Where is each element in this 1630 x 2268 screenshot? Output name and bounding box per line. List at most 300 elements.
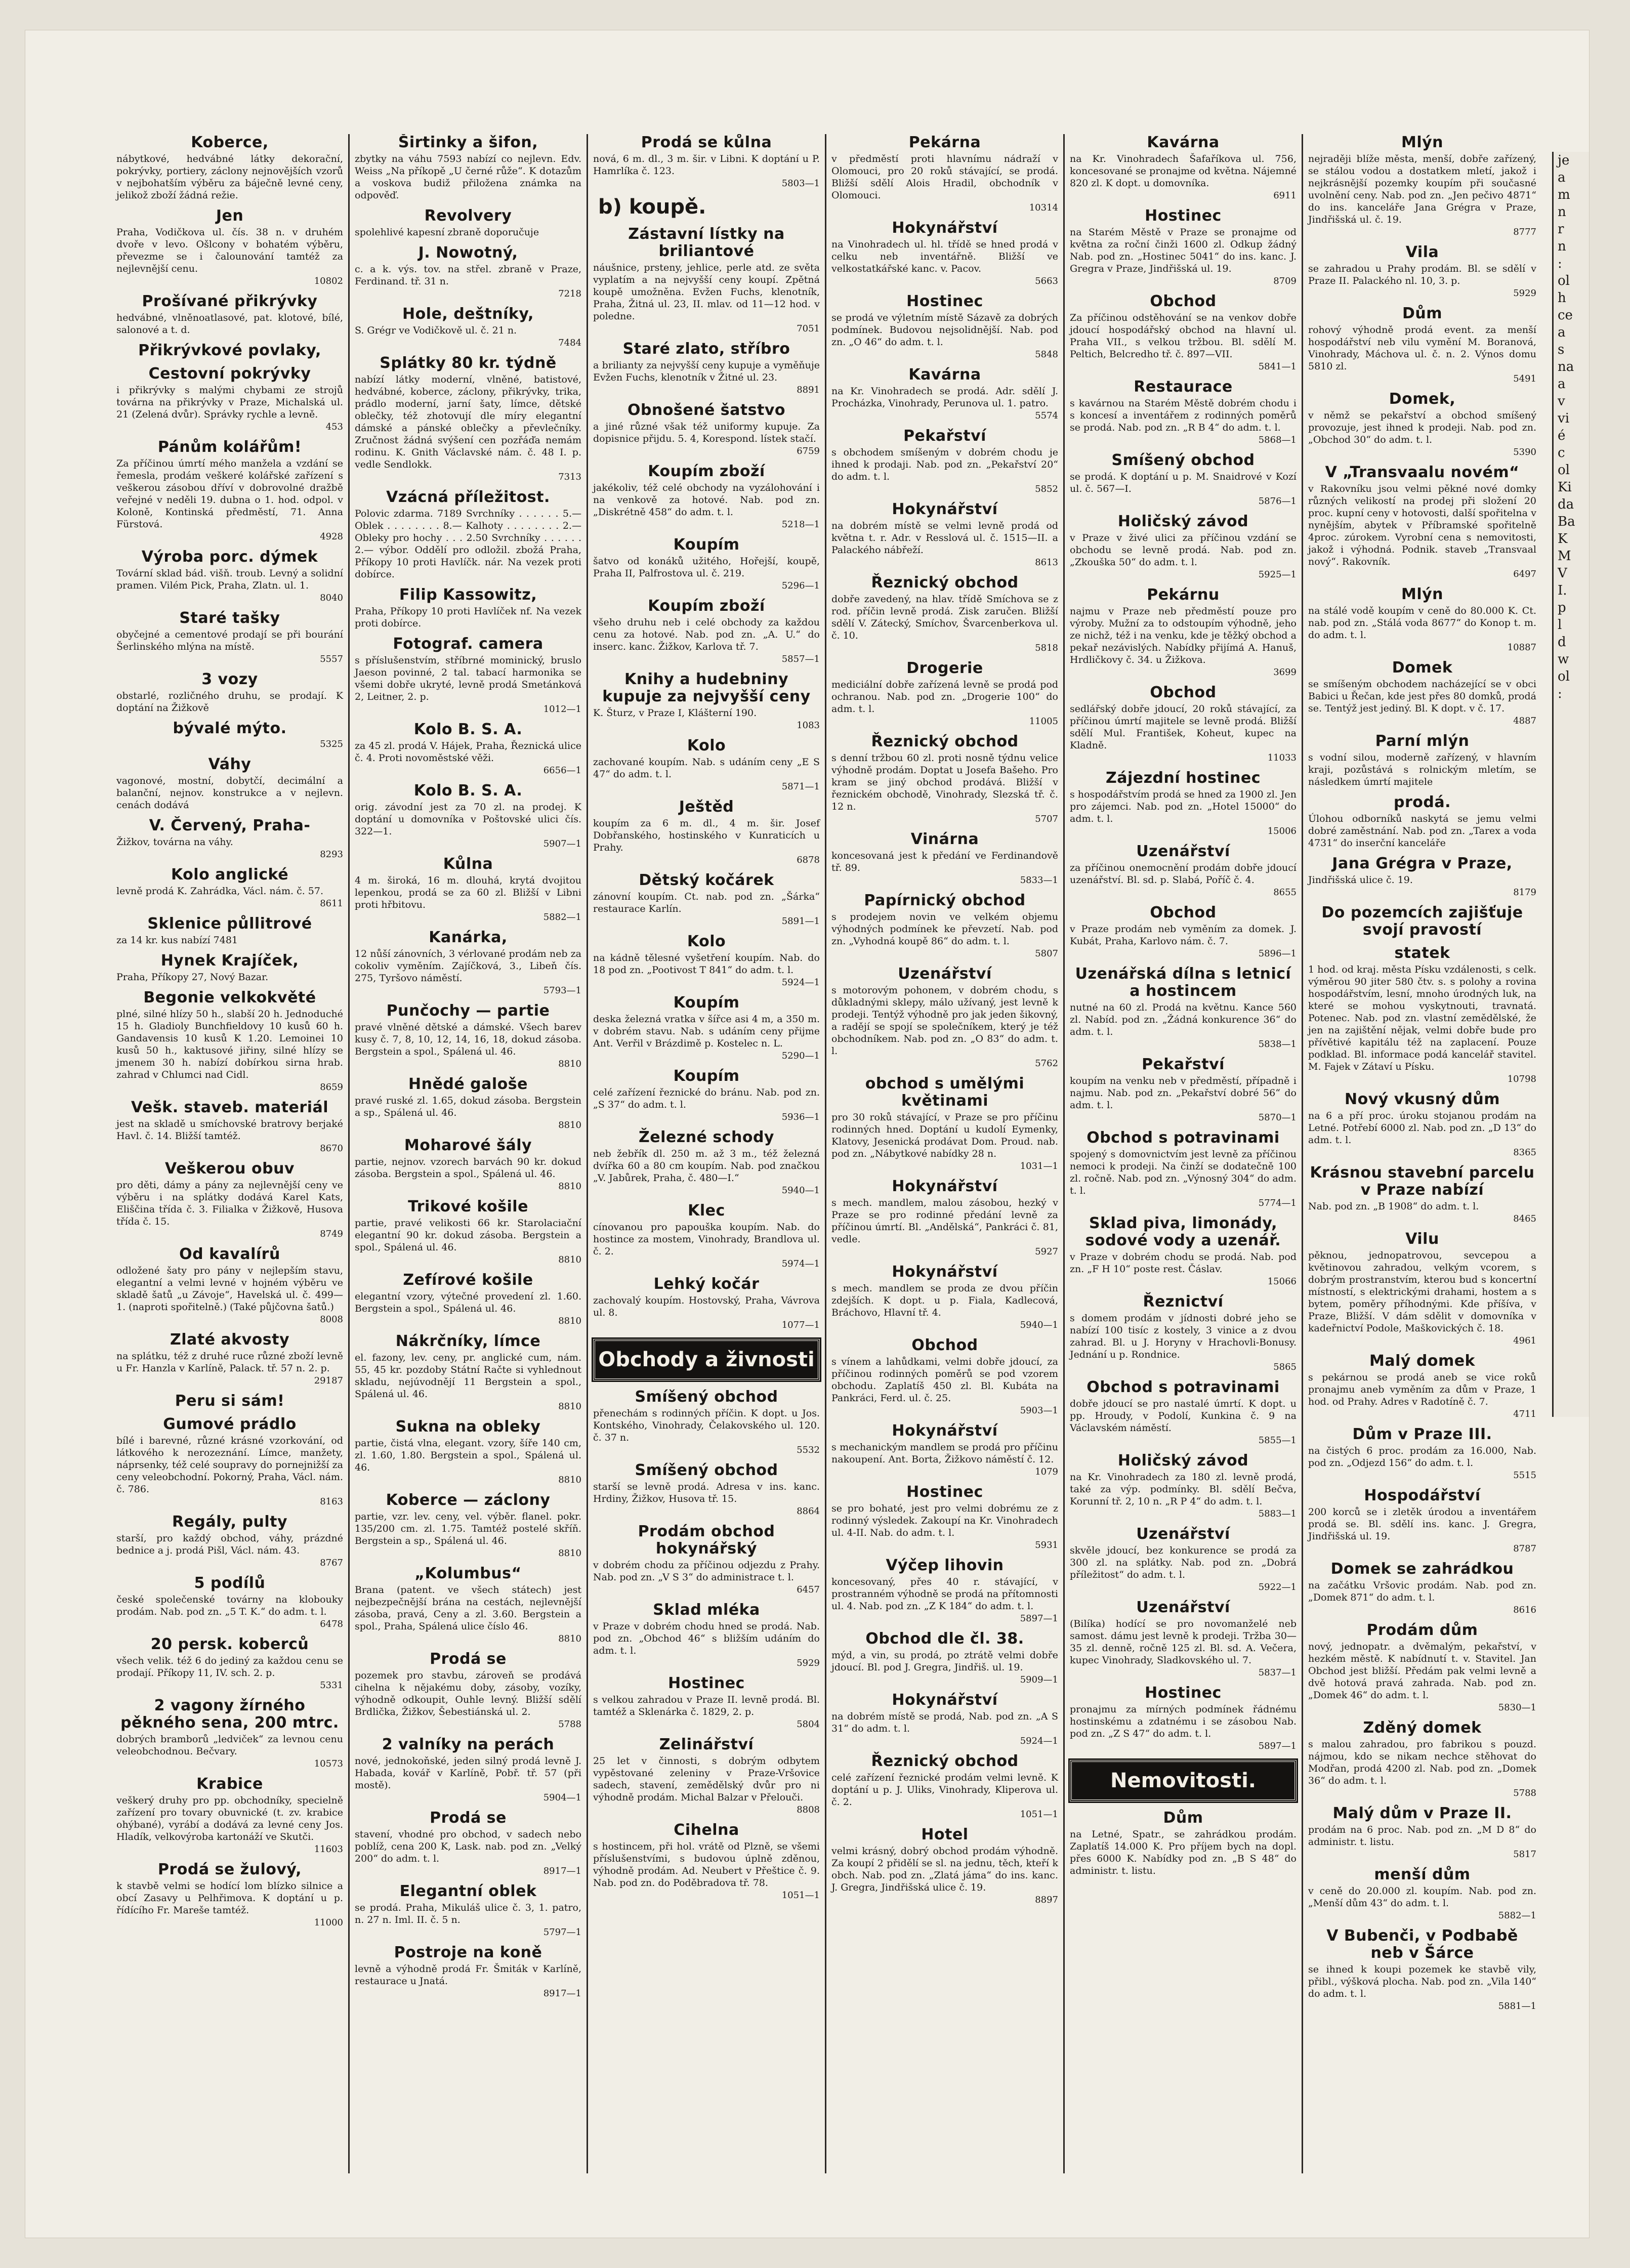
- ad-number: 5788: [1513, 1788, 1536, 1798]
- ad-number-row: [1308, 2001, 1536, 2012]
- ad-number: 8613: [1035, 557, 1058, 568]
- ad-number-row: [1308, 1702, 1536, 1713]
- ad-number-row: [1070, 1112, 1297, 1123]
- classified-ad: [1070, 379, 1297, 446]
- ad-number-row: [355, 1792, 581, 1803]
- ad-number: 6878: [797, 855, 820, 865]
- ad-body: na čistých 6 proc. prodám za 16.000, Nab. pod zn. „Odjezd 156“ do adm. t. l.: [1308, 1445, 1536, 1468]
- ad-number-row: [831, 1674, 1058, 1686]
- edge-text-fragment: ce: [1558, 308, 1573, 323]
- classified-ad: [831, 831, 1058, 886]
- ad-number: 8008: [320, 1314, 343, 1325]
- classified-ad: [1308, 659, 1536, 727]
- ad-body: v Rakovníku jsou velmi pěkné nové domky různých velikostí na prodej při složení 20 proc. kupní ceny v hotovosti, další spořitelna v nynějším, abytek v Příbramské spořitelně 4proc. zúrokem. Vyrobní cena s nemovitosti, jakož i výhodná. Podnik. staveb „Transvaal nový“. Rakovník.: [1308, 483, 1536, 567]
- ad-number-row: [1070, 361, 1297, 372]
- classified-ad: [1308, 1487, 1536, 1555]
- ad-heading: V Bubenči, v Podbabě neb v Šárce: [1326, 1927, 1518, 1962]
- ad-number: 8810: [558, 1120, 581, 1130]
- classified-ad: [593, 1736, 820, 1816]
- ad-number-row: [593, 781, 820, 792]
- classified-ad: [116, 671, 343, 714]
- edge-text-fragment: h: [1558, 290, 1566, 306]
- ad-number-row: [1070, 569, 1297, 580]
- ad-heading: Nákrčníky, límce: [395, 1332, 541, 1350]
- classified-ad: [593, 1276, 820, 1331]
- ad-number: 8787: [1513, 1543, 1536, 1554]
- ad-number-row: [116, 849, 343, 860]
- ad-heading: 2 valníky na perách: [382, 1736, 555, 1753]
- ad-number-row: [1308, 1788, 1536, 1799]
- ad-number: 15006: [1267, 826, 1297, 836]
- ad-body: pozemek pro stavbu, zároveň se prodává cihelna k nějakému doby, zásoby, vozíky, výhodně odkoupit, Ouhle levný. Bližší sdělí Brdlička, Žižkov, Šebestiánská ul. 2.: [355, 1670, 581, 1717]
- classified-ad: [1308, 1561, 1536, 1616]
- ad-number-row: [593, 720, 820, 731]
- ad-heading: Hynek Krajíček,: [160, 952, 299, 970]
- ad-number-row: [116, 422, 343, 433]
- classified-ad: [116, 134, 343, 201]
- ad-number-row: [831, 875, 1058, 886]
- ad-number-row: [1070, 667, 1297, 678]
- ad-heading: Řeznický obchod: [871, 1752, 1019, 1770]
- ad-heading: Zefírové košile: [403, 1271, 533, 1289]
- classified-ad: [831, 366, 1058, 422]
- ad-body: orig. závodní jest za 70 zl. na prodej. K doptání u domovníka v Poštovské ulici čís. 322—1.: [355, 802, 581, 837]
- ad-number: 5788: [558, 1719, 581, 1730]
- edge-text-fragment: r: [1558, 222, 1564, 237]
- ad-heading: menší dům: [1374, 1866, 1471, 1883]
- ad-heading: Dětský kočárek: [639, 871, 774, 889]
- ad-number: 453: [325, 422, 343, 432]
- classified-ad: [1308, 1805, 1536, 1860]
- ad-number-row: [1070, 826, 1297, 837]
- ad-number: 5881—1: [1498, 2001, 1536, 2011]
- classified-ad: [593, 1389, 820, 1456]
- ad-body: na splátku, též z druhé ruce různé zboží levně u Fr. Hanzla v Karlíně, Palack. tř. 57 n. 2. p.: [116, 1351, 343, 1374]
- classified-ad: [831, 965, 1058, 1069]
- ad-heading: Domek se zahrádkou: [1330, 1560, 1514, 1578]
- ad-heading: Hokynářství: [892, 1691, 998, 1709]
- edge-text-fragment: ol: [1558, 273, 1570, 288]
- classified-ad: [355, 355, 581, 483]
- classified-ad: [831, 134, 1058, 214]
- edge-text-fragment: I.: [1558, 583, 1567, 598]
- ad-number: 10887: [1507, 642, 1536, 653]
- ad-number: 8293: [320, 849, 343, 860]
- ad-number: 5897—1: [1020, 1613, 1058, 1624]
- ad-body: s mechanickým mandlem se prodá pro příčinu nakoupení. Ant. Borta, Žižkovo náměstí č. 12.: [831, 1442, 1058, 1465]
- ad-number: 7218: [558, 288, 581, 299]
- classified-ad: [1308, 305, 1536, 385]
- ad-number-row: [355, 288, 581, 300]
- edge-text-fragment: a: [1558, 170, 1566, 185]
- ad-body: nová, 6 m. dl., 3 m. šir. v Libni. K doptání u P. Hamrlíka č. 123.: [593, 153, 820, 177]
- ad-number: 8810: [558, 1548, 581, 1559]
- edge-text-fragment: je: [1558, 153, 1570, 168]
- ad-number: 8767: [320, 1558, 343, 1568]
- ad-body: a jiné různé však též uniformy kupuje. Za dopisnice přijdu. 5. 4, Korespond. lístek stačí.: [593, 421, 820, 444]
- ad-heading: Prošívané přikrývky: [142, 292, 318, 310]
- ad-body: nábytkové, hedvábné látky dekorační, pokrývky, portiery, záclony nejnovějších vzorů v nejbohatším výběru za báječně levné ceny, jelikož zboží žádná režie.: [116, 153, 343, 201]
- ad-body: zbytky na váhu 7593 nabízí co nejlevn. Edv. Weiss „Na příkopě „U černé růže“. K dotazům a voskova budiž přiložena známka na odpověď.: [355, 153, 581, 201]
- ad-body: za 14 kr. kus nabízí 7481: [116, 935, 238, 946]
- classified-ad: [355, 244, 581, 300]
- ad-number-row: [1070, 887, 1297, 898]
- ad-heading: Nový vkusný dům: [1345, 1090, 1500, 1108]
- classified-ad: [831, 1630, 1058, 1686]
- ad-heading: Hospodářství: [1364, 1487, 1481, 1504]
- edge-text-fragment: p: [1558, 600, 1566, 615]
- ad-heading: Kavárna: [1147, 134, 1220, 151]
- classified-ad: [116, 549, 343, 604]
- ad-body: pro 30 roků stávající, v Praze se pro příčinu rodinných hned. Doptání u kudolí Eymenky, Klatovy, Jesenická prodávat Dom. Proud. nab. pod zn. „Nábytkové nabídky 28 n.: [831, 1112, 1058, 1159]
- ad-number-row: [1308, 227, 1536, 238]
- classified-ad: [355, 1272, 581, 1327]
- ad-number-row: [593, 1258, 820, 1270]
- classified-ad: [355, 856, 581, 923]
- classified-ad: [355, 1565, 581, 1645]
- ad-heading: Cestovní pokrývky: [148, 365, 311, 383]
- classified-ad: [1308, 945, 1536, 1085]
- ad-heading: Prodá se kůlna: [641, 134, 772, 151]
- classified-ad: [355, 586, 581, 629]
- ad-body: elegantní vzory, výtečné provedení zl. 1.60. Bergstein a spol., Spálená ul. 46.: [355, 1291, 581, 1314]
- ad-heading: Železné schody: [639, 1128, 774, 1146]
- classified-ad: [1070, 1526, 1297, 1593]
- classified-ad: [116, 1160, 343, 1240]
- ad-number-row: [1308, 1335, 1536, 1347]
- classified-ad: [1308, 733, 1536, 788]
- classified-ad: [116, 952, 343, 983]
- ad-number-row: [593, 1584, 820, 1595]
- classified-ad: [1308, 1231, 1536, 1347]
- ad-heading: Mlýn: [1401, 585, 1444, 603]
- ad-heading: Trikové košile: [408, 1198, 528, 1215]
- edge-text-fragment: M: [1558, 549, 1571, 564]
- ad-number: 5897—1: [1258, 1741, 1297, 1751]
- classified-ad: [116, 720, 343, 750]
- ad-number: 5830—1: [1498, 1702, 1536, 1713]
- edge-text-fragment: K: [1558, 531, 1568, 547]
- classified-ad: [116, 1636, 343, 1691]
- ad-heading: Staré zlato, stříbro: [622, 340, 790, 358]
- ad-heading: Obchod s potravinami: [1086, 1378, 1280, 1396]
- ad-heading: Mlýn: [1401, 134, 1444, 151]
- ad-body: s obchodem smíšeným v dobrém chodu je ihned k prodaji. Nab. pod zn. „Pekařství 20“ do adm. t. l.: [831, 447, 1058, 482]
- ad-body: s kavárnou na Starém Městě dobrém chodu i s koncesí a inventářem z rodinných poměrů se prodá. Nab. pod zn. „R B 4“ do adm. t. l.: [1070, 398, 1297, 433]
- ad-heading: Krásnou stavební parcelu v Praze nabízí: [1310, 1164, 1535, 1199]
- ad-heading: Hokynářství: [892, 219, 998, 237]
- ad-heading: Domek,: [1389, 390, 1456, 408]
- classified-ad: [1308, 1091, 1536, 1158]
- classified-ad: [116, 756, 343, 811]
- ad-body: s velkou zahradou v Praze II. levně prodá. Bl. tamtéž a Sklenárka č. 1829, 2. p.: [593, 1694, 820, 1717]
- ad-heading: Hostinec: [1145, 1684, 1222, 1702]
- ad-heading: Kůlna: [443, 855, 493, 873]
- ad-number: 5922—1: [1258, 1582, 1297, 1592]
- ad-number-row: [355, 985, 581, 996]
- ad-number: 11033: [1267, 752, 1297, 763]
- ad-heading: Cihelna: [674, 1821, 739, 1839]
- classified-ad: [1308, 855, 1536, 898]
- ad-body: nutné na 60 zl. Prodá na květnu. Kance 560 zl. Nabíd. pod zn. „Žádná konkurence 36“ do adm. t. l.: [1070, 1002, 1297, 1037]
- ad-body: s mech. mandlem, malou zásobou, hezký v Praze se pro rodinné předání levně za příčinou úmrtí. Bl. „Andělská“, Pankráci č. 81, vedle.: [831, 1197, 1058, 1245]
- ad-number: 29187: [314, 1375, 343, 1386]
- ad-body: 4 m. široká, 16 m. dlouhá, krytá dvojitou lepenkou, prodá se za 60 zl. Bližší v Libni proti hřbitovu.: [355, 875, 581, 910]
- ad-number: 4961: [1513, 1335, 1536, 1346]
- ad-body: velmi krásný, dobrý obchod prodám výhodně. Za koupí 2 přidělí se sl. na jednu, těch, kteří k obch. Nab. pod zn. „Zlatá jáma“ do ins. kanc. J. Gregra, Jindřišská ulice č. 19.: [831, 1845, 1058, 1893]
- ad-number: 5557: [320, 654, 343, 664]
- ad-body: s hostincem, při hol. vrátě od Plzně, se všemi příslušenstvími, s budovou úplně zděnou, výhodně prodám. Ad. Neubert v Přeštice č. 9. Nab. pod zn. do Poděbradova tř. 78.: [593, 1841, 820, 1888]
- classified-ad: [116, 866, 343, 909]
- classified-ad: [355, 306, 581, 349]
- edge-text-fragment: l: [1558, 617, 1562, 633]
- ad-number-row: [1308, 288, 1536, 299]
- classified-ad: [1070, 207, 1297, 287]
- ad-number: 5797—1: [543, 1927, 581, 1938]
- classified-ad: [1308, 391, 1536, 458]
- ad-body: prodám na 6 proc. Nab. pod zn. „M D 8“ do administr. t. listu.: [1308, 1824, 1536, 1847]
- ad-heading: Pekařství: [903, 427, 986, 445]
- ad-number-row: [593, 519, 820, 530]
- ad-body: na dobrém místě se prodá, Nab. pod zn. „A S 31“ do adm. t. l.: [831, 1711, 1058, 1734]
- classified-ad: [593, 994, 820, 1062]
- ad-number: 5817: [1513, 1849, 1536, 1860]
- ad-number-row: [831, 1246, 1058, 1257]
- classified-ad: [831, 1422, 1058, 1478]
- ad-number-row: [831, 202, 1058, 214]
- classified-ad: [1308, 1426, 1536, 1481]
- ad-body: dobrých bramborů „ledviček“ za levnou cenu veleobchodnou. Bečvary.: [116, 1734, 343, 1757]
- ad-heading: Širtinky a šifon,: [398, 134, 538, 151]
- ad-number: 5865: [1273, 1362, 1297, 1372]
- classified-ad: [831, 733, 1058, 825]
- ad-heading: Ještěd: [679, 798, 734, 816]
- classified-ad: [1070, 1293, 1297, 1373]
- ad-heading: Uzenářství: [1136, 1599, 1230, 1616]
- ad-body: vagonové, mostní, dobytčí, decimální a balanční, nejnov. konstrukce a v nejlevn. cenách dodává: [116, 775, 343, 811]
- ad-number: 4887: [1513, 716, 1536, 726]
- edge-text-fragment: V: [1558, 566, 1567, 581]
- classified-ad: [1308, 1353, 1536, 1420]
- ad-number-row: [1070, 1198, 1297, 1209]
- ad-heading: Obchod: [1150, 904, 1217, 921]
- ad-number: 5924—1: [1020, 1736, 1058, 1746]
- ad-number-row: [831, 1540, 1058, 1551]
- classified-ad: [1308, 1866, 1536, 1921]
- ad-number: 6457: [797, 1584, 820, 1595]
- ad-body: partie, nejnov. vzorech barvách 90 kr. dokud zásoba. Bergstein a spol., Spálená ul. 46.: [355, 1156, 581, 1180]
- classified-ad: [355, 1418, 581, 1486]
- ad-number-row: [116, 1917, 343, 1928]
- ad-number-row: [1308, 1605, 1536, 1616]
- ad-number-row: [1070, 190, 1297, 201]
- classified-ad: [831, 574, 1058, 654]
- ad-number-row: [116, 1619, 343, 1630]
- ad-number-row: [355, 1401, 581, 1412]
- classified-ad: [593, 933, 820, 988]
- ad-body: spojený s domovnictvím jest levně za příčinou nemoci k prodeji. Na činží se dodatečně 100 zl. ročně. Nab. pod zn. „Výnosný 304“ do adm. t. l.: [1070, 1149, 1297, 1196]
- ad-body: s pekárnou se prodá aneb se vice roků pronajmu aneb vyměním za dům v Praze, 1 hod. od Prahy. Adres v Radotíně č. 7.: [1308, 1372, 1536, 1407]
- ad-number-row: [116, 1082, 343, 1093]
- ad-number: 7051: [797, 323, 820, 334]
- classified-ad: [831, 1178, 1058, 1257]
- classified-ad: [831, 428, 1058, 495]
- ad-heading: 3 vozy: [201, 670, 258, 688]
- classified-ad: [831, 1264, 1058, 1331]
- ad-heading: Výroba porc. dýmek: [141, 548, 318, 566]
- ad-heading: Kolo: [687, 737, 726, 754]
- classified-ad: [1070, 586, 1297, 678]
- ad-number-row: [116, 1229, 343, 1240]
- ad-body: pěknou, jednopatrovou, sevcepou a květinovou zahradou, velkým vcorem, s dobrým prostranstvím, kterou bud s koncertní místností, s elektrickými drahami, hostem a s bytem, poměry příhodnými. Kde příšíva, v Praze, Bližší. V dám sdělit v domovníka v kadeřnictví Podole, Maškovických č. 18.: [1308, 1250, 1536, 1334]
- ad-heading: Kavárna: [908, 366, 981, 384]
- ad-number: 7313: [558, 472, 581, 482]
- ad-body: Jindřišská ulice č. 19.: [1308, 874, 1413, 886]
- ad-number: 5290—1: [781, 1051, 820, 1061]
- classified-ad: [116, 1776, 343, 1855]
- ad-body: obyčejné a cementové prodají se při bourání Šerlinského mlýna na místě.: [116, 629, 343, 652]
- ad-heading: 20 persk. koberců: [150, 1635, 309, 1653]
- ad-heading: Uzenářství: [1136, 843, 1230, 860]
- classified-ad: [1070, 452, 1297, 507]
- ad-body: všech velik. též 6 do jediný za každou cenu se prodají. Příkopy 11, IV. sch. 2. p.: [116, 1655, 343, 1678]
- edge-text-fragment: na: [1558, 359, 1574, 374]
- ad-body: zachovalý koupím. Hostovský, Praha, Vávrova ul. 8.: [593, 1295, 820, 1318]
- ad-body: partie, vzr. lev. ceny, vel. výběr. flanel. pokr. 135/200 cm. zl. 1.75. Tamtéž postelé skříň. Bergstein a sp., Spálená ul. 46.: [355, 1511, 581, 1546]
- ad-heading: Přikrývkové povlaky,: [138, 342, 321, 359]
- ad-heading: Dům: [1163, 1809, 1203, 1827]
- ad-number-row: [116, 276, 343, 287]
- classified-ad: [831, 1753, 1058, 1820]
- ad-heading: Peru si sám!: [175, 1392, 285, 1410]
- classified-ad: [831, 1337, 1058, 1416]
- ad-number-row: [593, 1506, 820, 1517]
- ad-heading: Uzenářství: [898, 965, 992, 983]
- ad-heading: Holičský závod: [1117, 513, 1249, 530]
- ad-number: 5940—1: [1020, 1320, 1058, 1330]
- ad-heading: Krabice: [196, 1775, 263, 1793]
- ad-number-row: [355, 1988, 581, 1999]
- classified-ad: [355, 1076, 581, 1131]
- ad-number: 8810: [558, 1254, 581, 1265]
- ad-number-row: [355, 1254, 581, 1266]
- classified-ad: [831, 660, 1058, 727]
- edge-text-fragment: ol: [1558, 463, 1570, 478]
- classified-ad: [116, 1861, 343, 1928]
- ad-body: jest na skladě u smíchovské bratrovy berjaké Havl. č. 14. Bližší tamtéž.: [116, 1118, 343, 1142]
- ad-number: 8616: [1513, 1605, 1536, 1615]
- ad-heading: Knihy a hudebniny kupuje za nejvyšší ceny: [602, 670, 811, 705]
- classified-ad: [116, 1246, 343, 1325]
- ad-heading: Obnošené šatstvo: [627, 401, 786, 419]
- ad-number: 8897: [1035, 1895, 1058, 1905]
- ad-heading: Kolo B. S. A.: [413, 782, 523, 800]
- ad-number-row: [831, 1809, 1058, 1820]
- ad-heading: Punčochy — partie: [386, 1002, 550, 1020]
- ad-number-row: [355, 1316, 581, 1327]
- ad-number: 8670: [320, 1143, 343, 1154]
- ad-heading: Prodá se: [430, 1650, 507, 1668]
- ad-heading: Uzenářská dílna s letnicí a hostincem: [1075, 965, 1291, 1000]
- newspaper-page: [25, 30, 1589, 2238]
- ad-body: s příslušenstvím, stříbrné mominický, bruslo Jaeson povinné, 2 tal. tabací harmonika se všemi dobře ukryté, levně prodá Smetánková 2, Leitner, 2. p.: [355, 655, 581, 702]
- ad-body: za 45 zl. prodá V. Hájek, Praha, Řeznická ulice č. 4. Proti novoměstské věži.: [355, 740, 581, 764]
- classified-ad: [593, 1822, 820, 1901]
- ad-body: koncesovaný, přes 40 r. stávající, v prostranném výhodně se prodá na přítomnosti ul. 4. Nab. pod zn. „Z K 184“ do adm. t. l.: [831, 1576, 1058, 1612]
- classified-ad: [1308, 1622, 1536, 1713]
- ad-number: 5870—1: [1258, 1112, 1297, 1123]
- ad-number-row: [593, 1185, 820, 1196]
- ad-number-row: [1308, 1213, 1536, 1225]
- ad-number-row: [1070, 496, 1297, 507]
- ad-heading: Elegantní oblek: [399, 1882, 537, 1900]
- ad-number: 5896—1: [1258, 948, 1297, 959]
- ad-number-row: [1308, 1074, 1536, 1085]
- ad-body: celé zařízení řeznické do bránu. Nab. pod zn. „S 37“ do adm. t. l.: [593, 1087, 820, 1110]
- ad-number: 11603: [314, 1844, 343, 1855]
- ad-number: 8810: [558, 1475, 581, 1485]
- ad-heading: Hostinec: [906, 292, 983, 310]
- classified-ad: [116, 1575, 343, 1630]
- classified-ad: [1308, 1927, 1536, 2012]
- ad-number: 5574: [1035, 410, 1058, 421]
- ad-heading: Kanárka,: [429, 929, 508, 946]
- ad-number: 8749: [320, 1229, 343, 1239]
- ad-number: 10798: [1507, 1074, 1536, 1084]
- ad-heading: Koupím: [673, 994, 740, 1012]
- edge-text-fragment: ol: [1558, 669, 1570, 684]
- ad-body: partie, čistá vlna, elegant. vzory, šíře 140 cm, zl. 1.60, 1.80. Bergstein a spol., Spálená ul. 46.: [355, 1438, 581, 1473]
- classified-ad: [1070, 513, 1297, 580]
- ad-number-row: [593, 323, 820, 334]
- ad-number: 8709: [1273, 276, 1297, 286]
- ad-number: 1031—1: [1020, 1161, 1058, 1171]
- ad-number-row: [1308, 1409, 1536, 1420]
- ad-heading: Filip Kassowitz,: [399, 586, 537, 604]
- classified-ad: [1070, 1452, 1297, 1520]
- ad-body: dobře zavedený, na hlav. třídě Smíchova se z rod. příčin levně prodá. Zisk zaručen. Bližší sdělí V. Zátecký, Smíchov, Švarcenberkova ul. č. 10.: [831, 594, 1058, 641]
- ad-heading: Jen: [216, 207, 244, 225]
- edge-text-fragment: Ki: [1558, 480, 1572, 495]
- ad-number: 5491: [1513, 373, 1536, 384]
- ad-number: 5515: [1513, 1470, 1536, 1481]
- classified-ad: [1308, 904, 1536, 939]
- ad-heading: Klec: [688, 1202, 725, 1220]
- classified-ad: [831, 892, 1058, 959]
- ad-heading: Smíšený obchod: [635, 1388, 778, 1406]
- ad-body: Polovic zdarma. 7189 Svrchníky . . . . . . 5.— Oblek . . . . . . . . 8.— Kalhoty . . . . . . . . 2.— Obleky pro hochy . . . 2.50 Svrchníky . . . . . . 2.— výbor. Oddělí pro odložil. zbožá Praha, Příkopy 10 proti Havlíčk. nár. Na vezek proti dobírce.: [355, 508, 581, 580]
- ad-heading: Papírnický obchod: [864, 892, 1026, 909]
- classified-ad: [116, 989, 343, 1093]
- ad-number: 8810: [558, 1181, 581, 1192]
- ad-body: rohový výhodně prodá event. za menší hospodářství neb vilu vymění M. Boranová, Vinohrady, Máchova ul. č. n. 2. Výnos domu 5810 zl.: [1308, 324, 1536, 372]
- ad-heading: Smíšený obchod: [1111, 451, 1255, 469]
- ad-number: 5532: [797, 1445, 820, 1455]
- ad-heading: Od kavalírů: [179, 1245, 280, 1263]
- classified-ad: [116, 915, 343, 946]
- ad-heading: Begonie velkokvěté: [143, 989, 316, 1006]
- ad-heading: Obchod dle čl. 38.: [865, 1630, 1024, 1648]
- classified-ad: [355, 1810, 581, 1877]
- ad-heading: Do pozemcích zajišťuje svojí pravostí: [1321, 904, 1523, 939]
- ad-body: k stavbě velmi se hodící lom blízko silnice a obcí Zasavy u Pelhřimova. K doptání u p. řídícího Fr. Mareše tamtéž.: [116, 1880, 343, 1916]
- ad-number-row: [1070, 1362, 1297, 1373]
- ad-body: na Letné, Spatr., se zahrádkou prodám. Zaplatíš 14.000 K. Pro příjem bych na dopl. přes 6000 K. Nabídky pod zn. „B S 48“ do administr. t. listu.: [1070, 1829, 1297, 1876]
- ad-heading: Pekařství: [1142, 1056, 1225, 1073]
- edge-text-fragment: Ba: [1558, 514, 1575, 529]
- ad-number-row: [355, 1059, 581, 1070]
- ad-heading: Fotograf. camera: [393, 635, 544, 653]
